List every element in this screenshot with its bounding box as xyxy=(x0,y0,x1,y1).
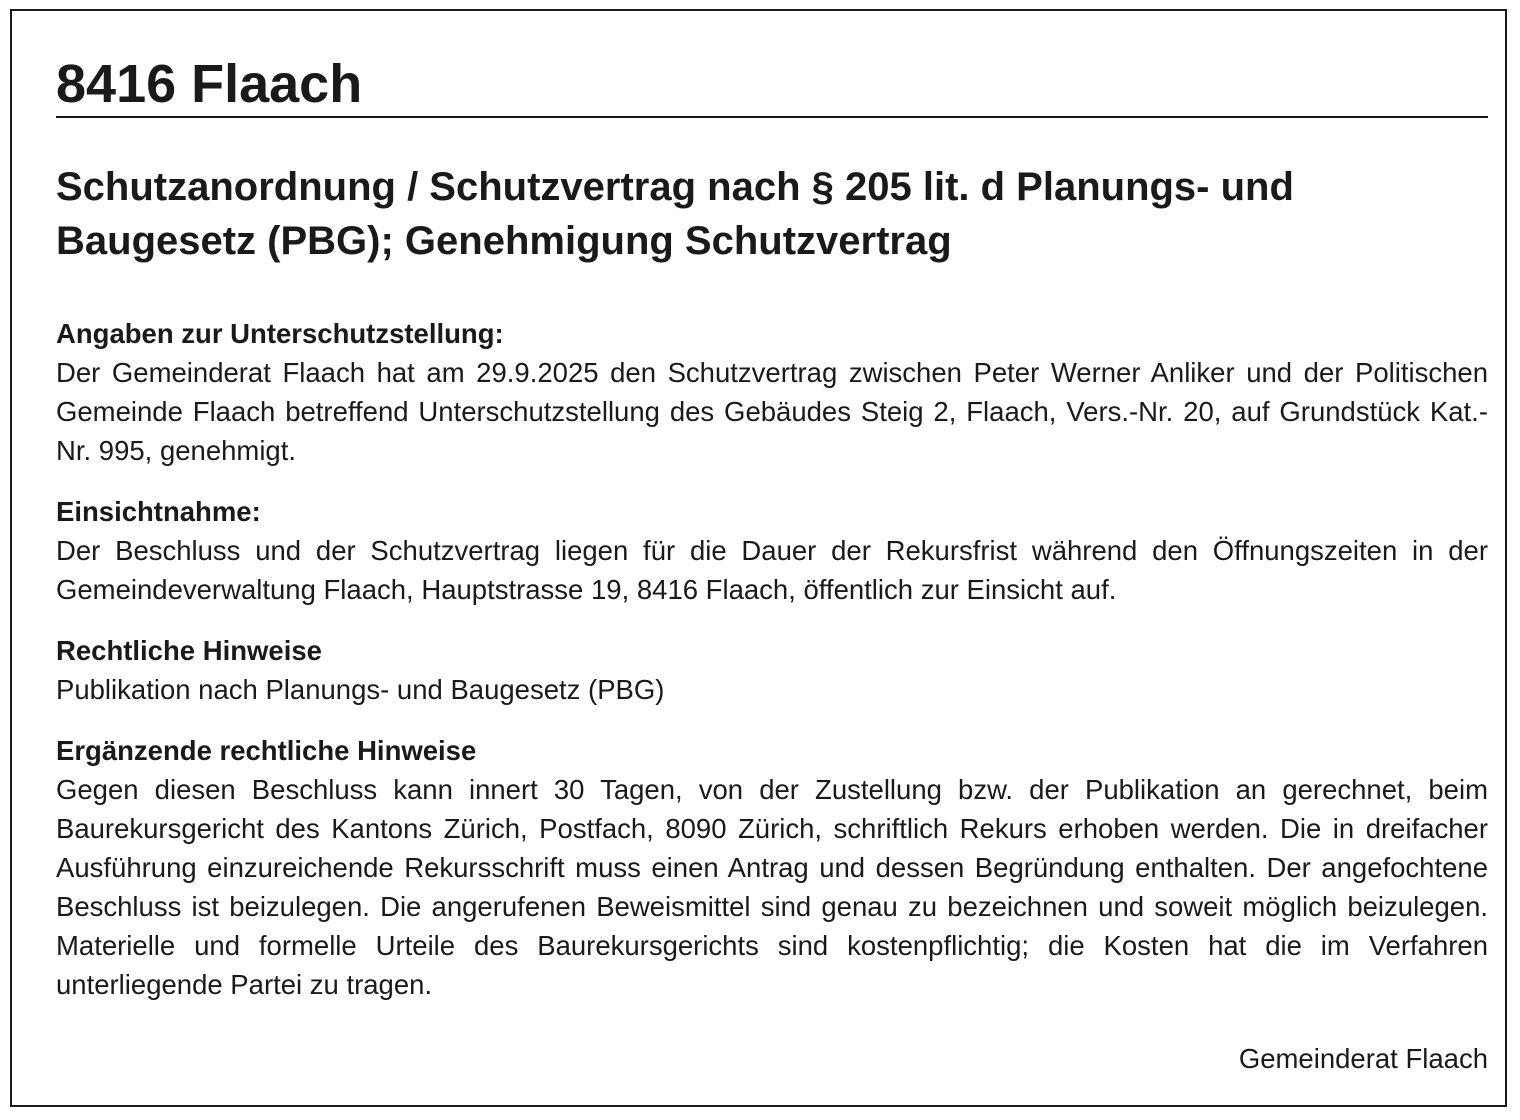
place-heading: 8416 Flaach xyxy=(56,54,363,114)
section-heading: Rechtliche Hinweise xyxy=(56,635,322,666)
section-heading: Ergänzende rechtliche Hinweise xyxy=(56,735,477,766)
section-text: Publikation nach Planungs- und Baugesetz (PBG) xyxy=(56,674,665,705)
section-ergaenzende-hinweise xyxy=(56,731,1488,1004)
notice-frame xyxy=(10,9,1507,1107)
signature: Gemeinderat Flaach xyxy=(1238,1043,1488,1074)
section-unterschutzstellung xyxy=(56,314,1488,470)
section-einsichtnahme xyxy=(56,492,1488,609)
section-heading: Einsichtnahme: xyxy=(56,496,261,527)
notice-title: Schutzanordnung / Schutzvertrag nach § 205 lit. d Planungs- und Baugesetz (PBG); Genehmigung Schutzvertrag xyxy=(56,165,1294,263)
section-text: Gegen diesen Beschluss kann innert 30 Tagen, von der Zustellung bzw. der Publikation an gerechnet, beim Baurekursgericht des Kantons Zürich, Postfach, 8090 Zürich, schriftlich Rekurs erhoben werden. Die in dreifacher Ausführung einzureichende Rekursschrift muss einen Antrag und dessen Begründung enthalten. Der angefochtene Beschluss ist beizulegen. Die angerufenen Beweismittel sind genau zu bezeichnen und soweit möglich beizulegen. Materielle und formelle Urteile des Baurekursgerichts sind kostenpflichtig; die Kosten hat die im Verfahren unterliegende Partei zu tragen. xyxy=(56,774,1488,1000)
heading-divider xyxy=(56,116,1488,118)
section-heading: Angaben zur Unterschutzstellung: xyxy=(56,318,504,349)
section-text: Der Beschluss und der Schutzvertrag liegen für die Dauer der Rekursfrist während den Öffnungszeiten in der Gemeindeverwaltung Flaach, Hauptstrasse 19, 8416 Flaach, öffentlich zur Einsicht auf. xyxy=(56,535,1488,605)
section-text: Der Gemeinderat Flaach hat am 29.9.2025 den Schutzvertrag zwischen Peter Werner Anliker und der Politischen Gemeinde Flaach betreffend Unterschutzstellung des Gebäudes Steig 2, Flaach, Vers.-Nr. 20, auf Grundstück Kat.-Nr. 995, genehmigt. xyxy=(56,357,1488,466)
section-rechtliche-hinweise xyxy=(56,631,1488,709)
